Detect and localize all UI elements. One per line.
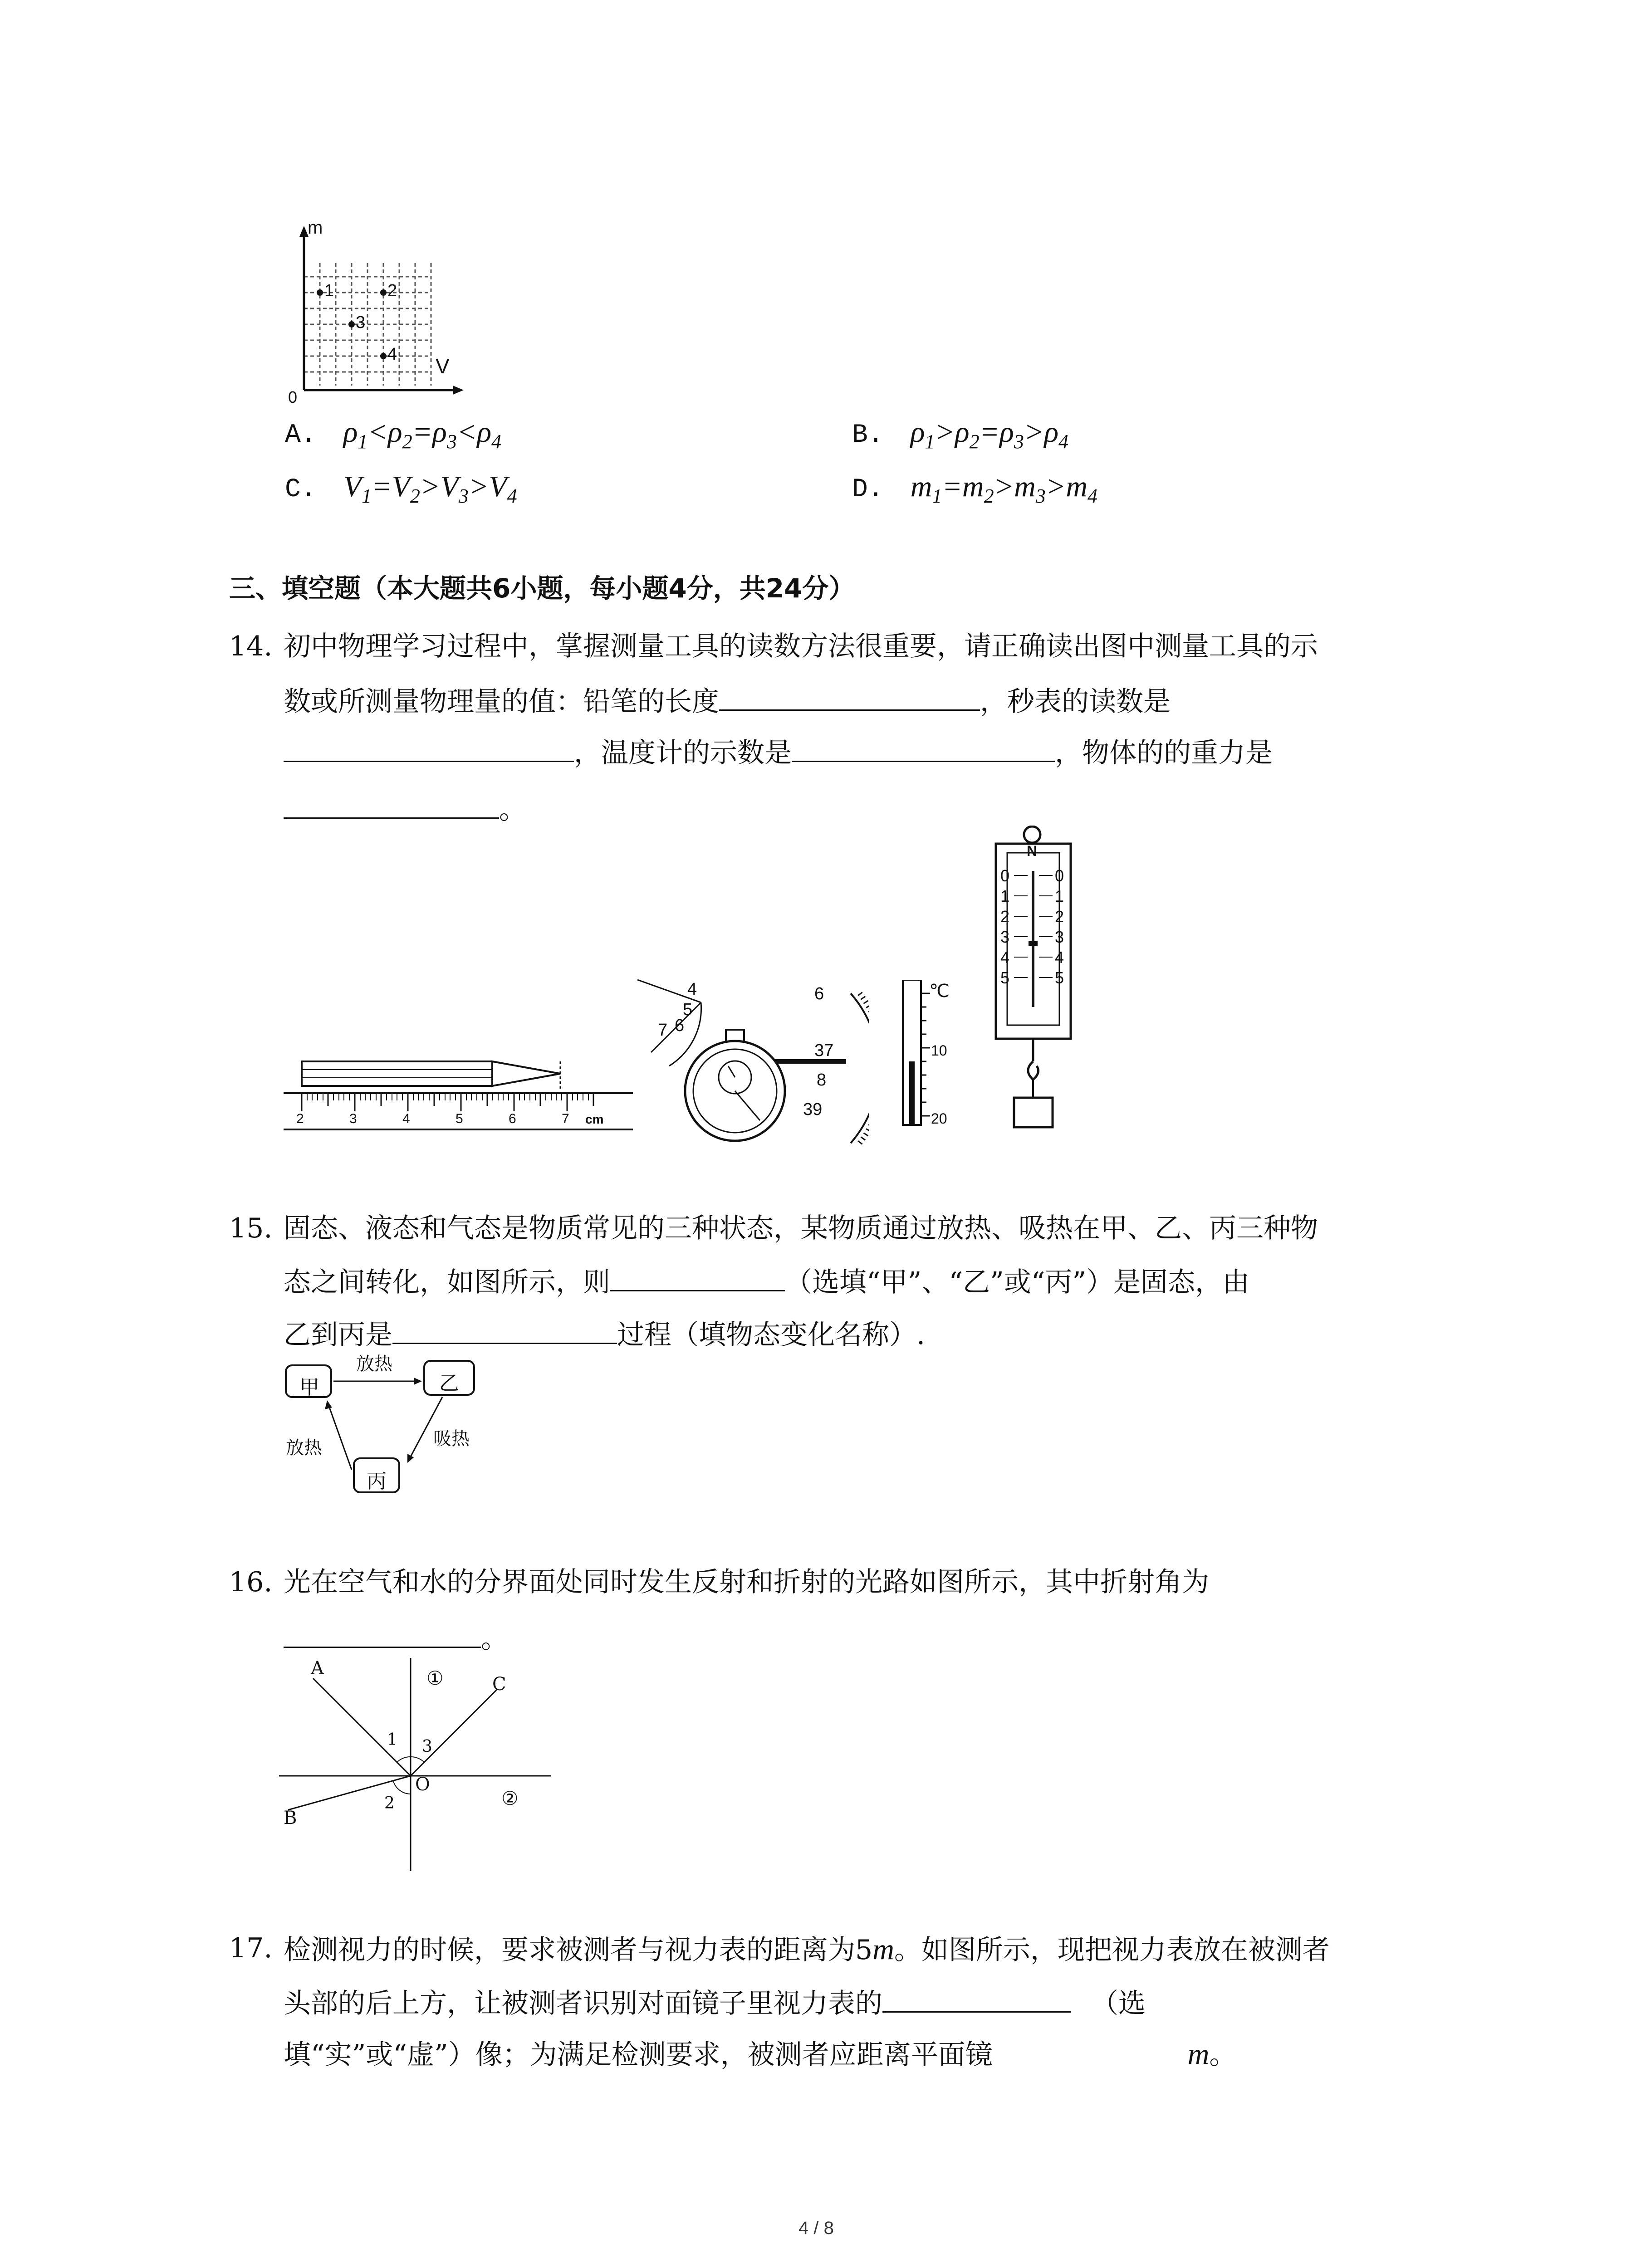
option-d-text: $m_1=m_2>m_3>m_4$: [910, 470, 1097, 508]
medium-label-2: ②: [501, 1787, 519, 1809]
image-type-blank[interactable]: [882, 1988, 1071, 2013]
option-d[interactable]: [852, 472, 1097, 506]
stopwatch-inner-5: 5: [683, 1000, 693, 1019]
spring-tick-right-4: 4: [1055, 948, 1064, 967]
pencil-ruler-figure: [284, 1043, 637, 1134]
q17-line2b: （选: [1091, 1988, 1146, 2019]
q14-line4-end: 。: [499, 794, 526, 826]
ray-label-c: C: [492, 1674, 506, 1695]
phase-change-blank[interactable]: [392, 1319, 617, 1344]
q15-line3: [284, 1319, 925, 1349]
q16-line2: [284, 1623, 508, 1655]
option-a-label: A.: [285, 420, 317, 450]
spring-tick-right-1: 1: [1055, 887, 1064, 905]
thermometer-tick-20: 20: [931, 1110, 947, 1127]
q15-line2b: （选填“甲”、“乙”或“丙”）是固态，由: [785, 1266, 1250, 1298]
ruler-unit: cm: [585, 1112, 604, 1126]
ray-label-b: B: [284, 1808, 297, 1828]
refraction-angle-blank[interactable]: [284, 1623, 481, 1648]
q14-line2: [284, 686, 1171, 718]
spring-tick-left-0: 0: [1000, 866, 1010, 885]
angle-label-1: 1: [387, 1730, 397, 1749]
q17-line1a: 检测视力的时候，要求被测者与视力表的距离为5: [284, 1934, 873, 1966]
ruler-tick-7: 7: [562, 1111, 569, 1126]
q14-line2b: ，秒表的读数是: [980, 686, 1171, 718]
ruler-tick-2: 2: [296, 1111, 304, 1126]
angle-label-3: 3: [422, 1737, 432, 1756]
state-yi: 乙: [439, 1372, 459, 1395]
stopwatch-outer-37: 37: [814, 1041, 834, 1060]
q17-number: 17.: [229, 1932, 273, 1964]
q17-line2a: 头部的后上方，让被测者识别对面镜子里视力表的: [284, 1988, 882, 2019]
state-jia: 甲: [299, 1376, 319, 1399]
q15-line3b: 过程（填物态变化名称）.: [617, 1319, 926, 1351]
q17-line1: [284, 1935, 1330, 1965]
spring-tick-left-4: 4: [1000, 948, 1010, 967]
q17-unit-m-2: m: [1187, 2038, 1210, 2071]
stopwatch-inner-7: 7: [658, 1021, 668, 1040]
option-c[interactable]: [285, 472, 517, 506]
option-b[interactable]: [852, 417, 1068, 452]
q14-line3b: ，物体的的重力是: [1055, 737, 1273, 769]
thermometer-reading-blank[interactable]: [792, 737, 1055, 762]
thermometer-figure: [898, 980, 953, 1129]
spring-tick-right-0: 0: [1055, 866, 1064, 885]
spring-tick-left-3: 3: [1000, 928, 1010, 946]
q15-line3a: 乙到丙是: [284, 1319, 392, 1351]
spring-tick-right-3: 3: [1055, 928, 1064, 946]
q16-line1: 光在空气和水的分界面处同时发生反射和折射的光路如图所示，其中折射角为: [284, 1566, 1209, 1598]
q14-line1: 初中物理学习过程中，掌握测量工具的读数方法很重要，请正确读出图中测量工具的示: [284, 631, 1318, 662]
label-absorb: 吸热: [433, 1428, 470, 1449]
ruler-tick-3: 3: [349, 1111, 357, 1126]
spring-tick-left-1: 1: [1000, 887, 1010, 905]
stopwatch-outer-6: 6: [814, 984, 824, 1003]
stopwatch-inner-4: 4: [687, 980, 697, 999]
stopwatch-figure: [633, 975, 869, 1148]
option-d-label: D.: [852, 475, 884, 504]
option-c-text: $V_1=V_2>V_3>V_4$: [343, 470, 517, 508]
q17-line1b: 。如图所示，现把视力表放在被测者: [894, 1934, 1330, 1966]
state-change-diagram: [281, 1349, 490, 1504]
q17-line3: [284, 2039, 1236, 2069]
spring-tick-right-5: 5: [1055, 968, 1064, 987]
stopwatch-reading-blank[interactable]: [284, 737, 574, 762]
q14-line2a: 数或所测量物理量的值：铅笔的长度: [284, 686, 719, 718]
light-path-diagram: [279, 1658, 560, 1876]
spring-scale-unit: N: [1027, 843, 1038, 859]
option-a[interactable]: [285, 417, 501, 452]
q15-line1: 固态、液态和气态是物质常见的三种状态，某物质通过放热、吸热在甲、乙、丙三种物: [284, 1212, 1318, 1244]
label-release-top: 放热: [356, 1354, 392, 1374]
q16-line2-end: 。: [481, 1623, 508, 1655]
q16-number: 16.: [229, 1566, 273, 1598]
q14-line4: [284, 794, 526, 826]
y-axis-label: m: [308, 218, 323, 238]
q17-line3b: 。: [1209, 2039, 1237, 2071]
origin-label: 0: [288, 388, 298, 406]
mirror-distance-blank[interactable]: [993, 2039, 1188, 2064]
point-label-o: O: [415, 1774, 430, 1795]
label-release-left: 放热: [286, 1437, 322, 1458]
point-label-1: 1: [324, 281, 334, 300]
q14-line3a: ，温度计的示数是: [574, 737, 792, 769]
section-title: 三、填空题（本大题共6小题，每小题4分，共24分）: [229, 573, 855, 604]
state-bing: 丙: [367, 1470, 387, 1493]
option-c-label: C.: [285, 475, 317, 504]
spring-scale-figure: [991, 826, 1082, 1139]
ray-label-a: A: [311, 1658, 324, 1679]
mass-volume-graph: [277, 218, 467, 408]
option-a-text: $\rho_1<\rho_2=\rho_3<\rho_4$: [343, 415, 502, 453]
stopwatch-outer-39: 39: [803, 1100, 823, 1119]
q17-line3a: 填“实”或“虚”）像；为满足检测要求，被测者应距离平面镜: [284, 2039, 993, 2071]
spring-tick-left-5: 5: [1000, 968, 1010, 987]
q15-number: 15.: [229, 1212, 273, 1244]
q17-unit-m: m: [872, 1933, 894, 1966]
q14-line3: [284, 737, 1273, 767]
stopwatch-outer-8: 8: [817, 1070, 827, 1090]
q14-number: 14.: [229, 631, 273, 662]
q15-line2a: 态之间转化，如图所示，则: [284, 1266, 610, 1298]
medium-label-1: ①: [426, 1667, 444, 1689]
thermometer-unit: ℃: [929, 981, 950, 1001]
thermometer-tick-10: 10: [931, 1042, 947, 1059]
spring-tick-left-2: 2: [1000, 907, 1010, 926]
point-label-4: 4: [387, 345, 397, 364]
solid-state-blank[interactable]: [610, 1266, 785, 1291]
option-b-label: B.: [852, 420, 884, 450]
x-axis-label: V: [436, 354, 450, 378]
weight-blank[interactable]: [284, 794, 499, 819]
stopwatch-inner-6: 6: [675, 1016, 685, 1035]
q15-line2: [284, 1266, 1249, 1296]
option-b-text: $\rho_1>\rho_2=\rho_3>\rho_4$: [910, 415, 1069, 453]
ruler-tick-4: 4: [402, 1111, 410, 1126]
pencil-length-blank[interactable]: [719, 686, 980, 711]
point-label-3: 3: [356, 313, 366, 332]
ruler-tick-5: 5: [456, 1111, 463, 1126]
angle-label-2: 2: [384, 1794, 395, 1813]
q17-line2: [284, 1988, 1146, 2017]
point-label-2: 2: [387, 281, 397, 300]
page-number: 4 / 8: [798, 2218, 834, 2238]
spring-tick-right-2: 2: [1055, 907, 1064, 926]
ruler-tick-6: 6: [509, 1111, 516, 1126]
